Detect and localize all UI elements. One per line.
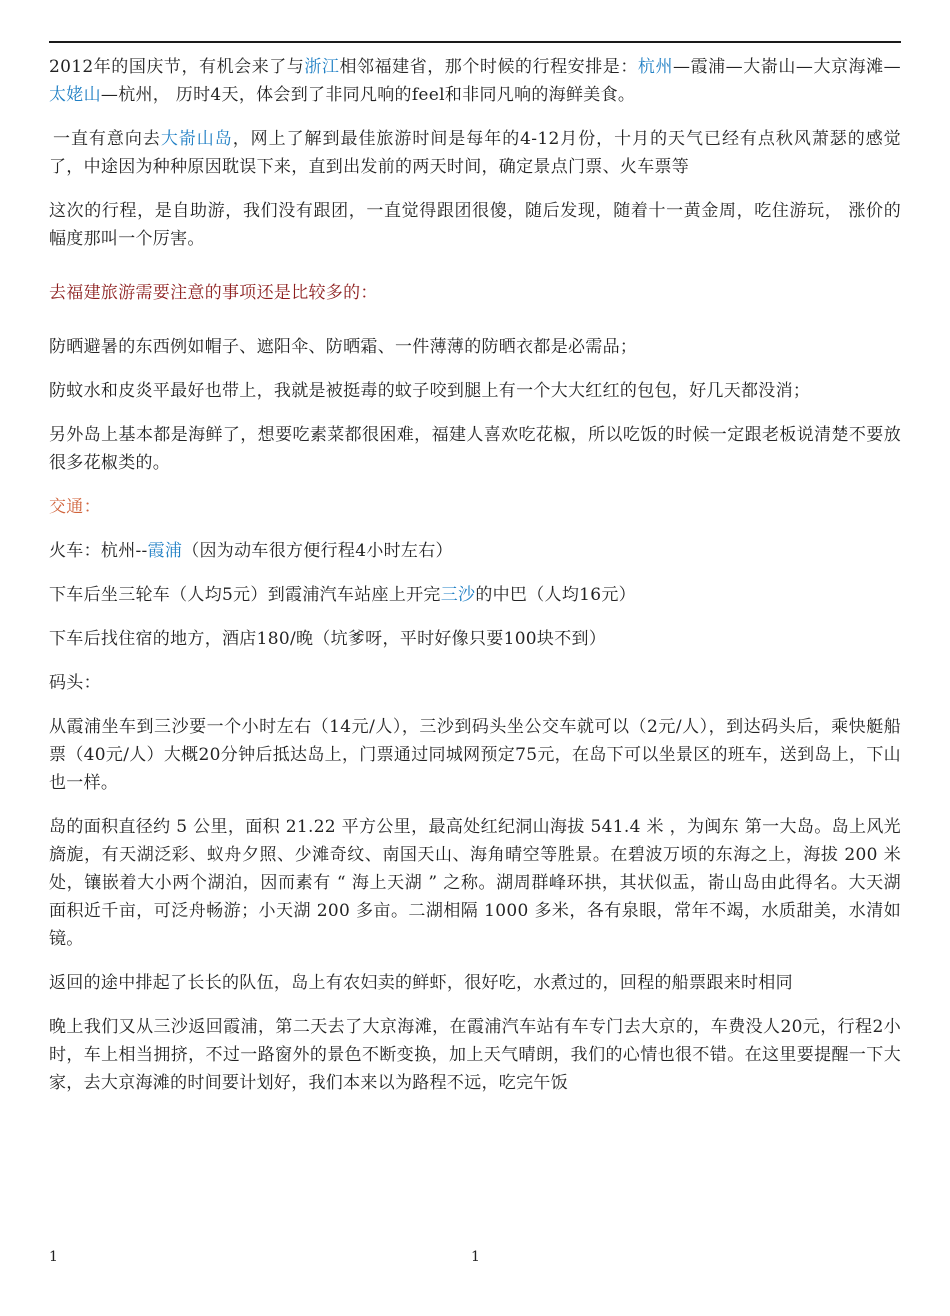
- paragraph-text: 防蚊水和皮炎平最好也带上，我就是被挺毒的蚊子咬到腿上有一个大大红红的包包，好几天都没消；: [49, 381, 811, 401]
- paragraph: [49, 625, 901, 653]
- paragraph-text: 的中巴（人均16元）: [475, 585, 636, 605]
- paragraph-text: （因为动车很方便行程4小时左右）: [182, 541, 453, 561]
- header-rule: [49, 41, 901, 43]
- paragraph-text: 另外岛上基本都是海鲜了，想要吃素菜都很困难，福建人喜欢吃花椒，所以吃饭的时候一定跟老板说清楚不要放很多花椒类的。: [49, 425, 901, 473]
- paragraph-text: —霞浦—大嵛山—大京海滩—: [673, 57, 901, 77]
- paragraph: [49, 197, 901, 253]
- paragraph: [49, 1013, 901, 1097]
- paragraph-text: 返回的途中排起了长长的队伍，岛上有农妇卖的鲜虾，很好吃，水煮过的，回程的船票跟来时相同: [49, 973, 793, 993]
- paragraph: [49, 421, 901, 477]
- paragraph-text: ，网上了解到最佳旅游时间是每年的4-12月份，十月的天气已经有点秋风萧瑟的感觉了，中途因为种种原因耽误下来，直到出发前的两天时间，确定景点门票、火车票等: [49, 129, 901, 177]
- location-link[interactable]: 浙江: [304, 57, 340, 77]
- paragraph-text: 岛的面积直径约 5 公里，面积 21.22 平方公里，最高处红纪洞山海拔 541.4 米 ，为闽东 第一大岛。岛上风光旖旎，有天湖泛彩、蚁舟夕照、少滩奇纹、南国天山、海角晴空等胜景。在碧波万顷的东海之上，海拔 200 米 处，镶嵌着大小两个湖泊，因而素有 “ 海上天湖 ” 之称。湖周群峰环拱，其状似盂，嵛山岛由此得名。大天湖面积近千亩，可泛舟畅游；小天湖 200 多亩。二湖相隔 1000 多米，各有泉眼，常年不竭，水质甜美，水清如镜。: [49, 817, 901, 949]
- paragraph-text: —杭州， 历时4天，体会到了非同凡响的feel和非同凡响的海鲜美食。: [100, 85, 636, 105]
- paragraph: [49, 969, 901, 997]
- paragraph-text: 码头：: [49, 673, 101, 693]
- paragraph: [49, 713, 901, 797]
- paragraph-text: 从霞浦坐车到三沙要一个小时左右（14元/人），三沙到码头坐公交车就可以（2元/人），到达码头后，乘快艇船票（40元/人）大概20分钟后抵达岛上，门票通过同城网预定75元，在岛下可以坐景区的班车，送到岛上，下山也一样。: [49, 717, 901, 793]
- paragraph-text: 这次的行程，是自助游，我们没有跟团，一直觉得跟团很傻，随后发现，随着十一黄金周，吃住游玩， 涨价的幅度那叫一个厉害。: [49, 201, 901, 249]
- paragraph-text: 下车后找住宿的地方，酒店180/晚（坑爹呀，平时好像只要100块不到）: [49, 629, 607, 649]
- document-body: [49, 53, 901, 1113]
- paragraph-text: 一直有意向去: [53, 129, 161, 149]
- paragraph: [49, 669, 901, 697]
- paragraph: [49, 377, 901, 405]
- paragraph: [49, 813, 901, 953]
- paragraph: [49, 125, 901, 181]
- paragraph-text: 相邻福建省，那个时候的行程安排是：: [339, 57, 638, 77]
- paragraph: [49, 537, 901, 565]
- section-heading: [49, 493, 901, 521]
- location-link[interactable]: 太姥山: [49, 85, 101, 105]
- location-link[interactable]: 霞浦: [147, 541, 183, 561]
- section-heading: [49, 279, 901, 307]
- location-link[interactable]: 三沙: [440, 585, 476, 605]
- paragraph: [49, 53, 901, 109]
- paragraph-text: 下车后坐三轮车（人均5元）到霞浦汽车站座上开完: [49, 585, 441, 605]
- paragraph-text: 防晒避暑的东西例如帽子、遮阳伞、防晒霜、一件薄薄的防晒衣都是必需品；: [49, 337, 638, 357]
- paragraph: [49, 581, 901, 609]
- paragraph-text: 火车：杭州--: [49, 541, 148, 561]
- location-link[interactable]: 大嵛山岛: [160, 129, 233, 149]
- paragraph: [49, 333, 901, 361]
- paragraph-text: 去福建旅游需要注意的事项还是比较多的：: [49, 283, 378, 303]
- paragraph-text: 晚上我们又从三沙返回霞浦，第二天去了大京海滩，在霞浦汽车站有车专门去大京的，车费没人20元，行程2小时，车上相当拥挤，不过一路窗外的景色不断变换，加上天气晴朗，我们的心情也很不错。在这里要提醒一下大家，去大京海滩的时间要计划好，我们本来以为路程不远，吃完午饭: [49, 1017, 901, 1093]
- location-link[interactable]: 杭州: [637, 57, 674, 77]
- paragraph-text: 交通：: [49, 497, 101, 517]
- paragraph-text: 2012年的国庆节，有机会来了与: [49, 57, 305, 77]
- footer-page-number-left: 1: [49, 1249, 58, 1265]
- footer-page-number-center: 1: [471, 1249, 480, 1265]
